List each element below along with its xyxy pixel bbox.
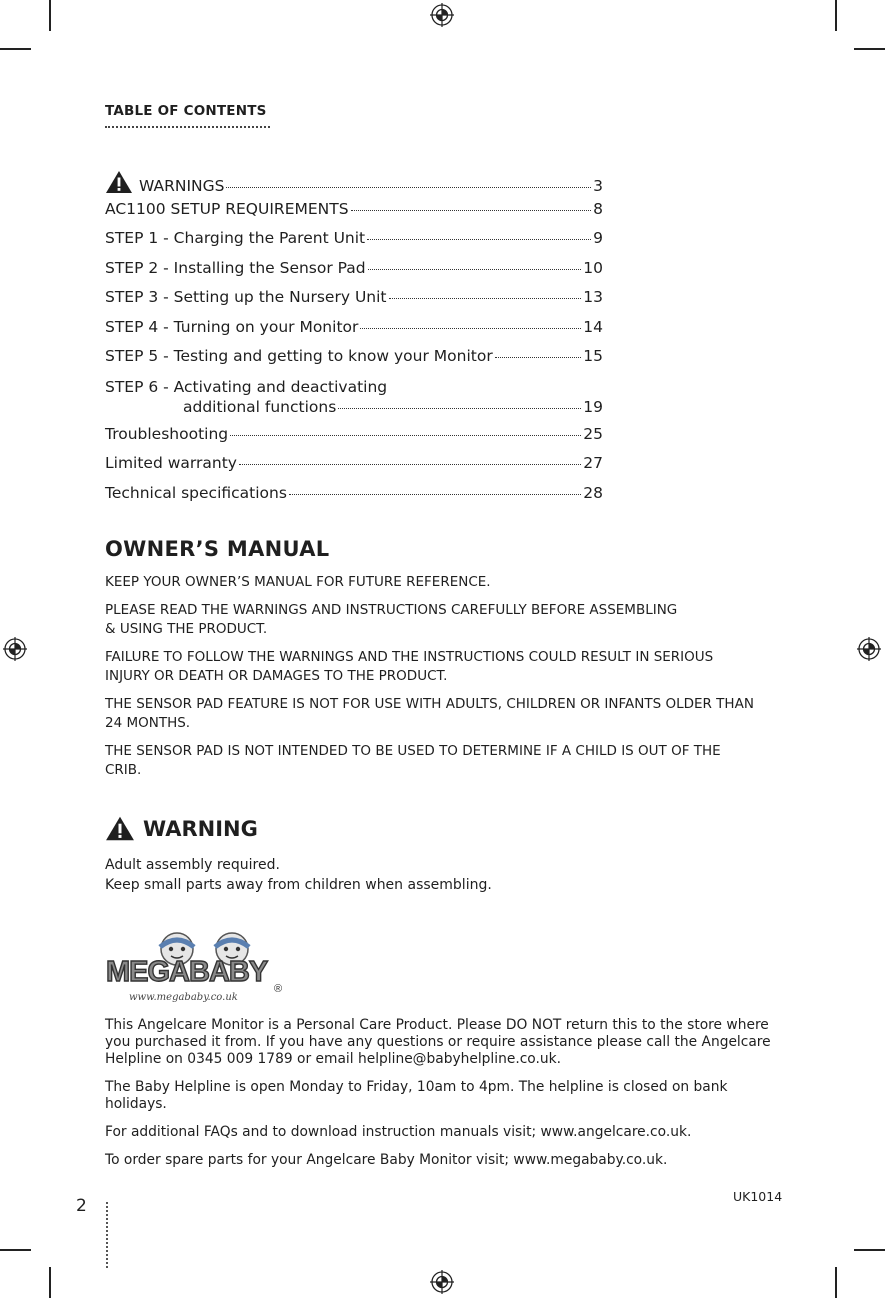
crop-mark bbox=[835, 1267, 837, 1298]
toc-entry[interactable] bbox=[105, 454, 603, 484]
page-number: 2 bbox=[76, 1196, 87, 1216]
toc-entry-page: 9 bbox=[593, 229, 603, 247]
crop-mark bbox=[835, 0, 837, 31]
megababy-logo bbox=[104, 927, 286, 1003]
toc-entry-page: 3 bbox=[593, 177, 603, 195]
toc-leader-dots bbox=[368, 269, 582, 270]
toc-leader-dots bbox=[226, 187, 591, 188]
owners-manual-paragraph: THE SENSOR PAD IS NOT INTENDED TO BE USED TO DETERMINE IF A CHILD IS OUT OF THE CRIB. bbox=[105, 743, 721, 778]
toc-entry-page: 10 bbox=[583, 258, 603, 277]
crop-mark bbox=[0, 48, 31, 50]
info-paragraph: The Baby Helpline is open Monday to Friday, 10am to 4pm. The helpline is closed on bank holidays. bbox=[105, 1079, 728, 1112]
toc-leader-dots bbox=[367, 239, 591, 240]
toc-entry-page: 25 bbox=[583, 424, 603, 443]
info-paragraph: This Angelcare Monitor is a Personal Care Product. Please DO NOT return this to the store where you purchased it from. If you have any questions or require assistance please call the Angelcare Helpline on 0345 009 1789 or email helpline@babyhelpline.co.uk. bbox=[105, 1017, 771, 1067]
toc-entry-label: STEP 3 - Setting up the Nursery Unit bbox=[105, 288, 387, 306]
table-of-contents bbox=[105, 170, 603, 513]
toc-entry[interactable] bbox=[105, 229, 603, 259]
toc-entry-page: 28 bbox=[583, 483, 603, 502]
toc-entry-label: Troubleshooting bbox=[105, 424, 229, 443]
toc-entry-page: 19 bbox=[583, 397, 603, 416]
owners-manual-paragraph: FAILURE TO FOLLOW THE WARNINGS AND THE INSTRUCTIONS COULD RESULT IN SERIOUS INJURY OR DEATH OR DAMAGES TO THE PRODUCT. bbox=[105, 649, 714, 684]
toc-entry[interactable] bbox=[105, 259, 603, 289]
toc-entry-page: 13 bbox=[583, 288, 603, 306]
logo-wordmark: MEGABABY bbox=[106, 956, 268, 988]
registration-mark-icon bbox=[430, 1270, 454, 1294]
toc-leader-dots bbox=[360, 328, 581, 329]
registration-mark-icon bbox=[857, 637, 881, 661]
toc-entry[interactable] bbox=[105, 200, 603, 230]
toc-heading-underline bbox=[105, 126, 270, 128]
toc-entry-label: STEP 1 - Charging the Parent Unit bbox=[105, 229, 366, 247]
toc-entry-label: Limited warranty bbox=[105, 454, 237, 472]
toc-leader-dots bbox=[289, 494, 581, 495]
logo-url: www.megababy.co.uk bbox=[129, 992, 238, 1003]
toc-entry-label: STEP 2 - Installing the Sensor Pad bbox=[105, 258, 366, 277]
crop-mark bbox=[0, 1249, 31, 1251]
info-paragraph: For additional FAQs and to download instruction manuals visit; www.angelcare.co.uk. bbox=[105, 1124, 692, 1140]
toc-leader-dots bbox=[239, 464, 581, 465]
toc-entry[interactable] bbox=[105, 484, 603, 514]
toc-entry[interactable] bbox=[105, 318, 603, 348]
toc-entry-label: WARNINGS bbox=[139, 177, 225, 195]
toc-entry[interactable] bbox=[105, 347, 603, 377]
logo-registered-mark: ® bbox=[274, 983, 283, 995]
toc-entry-label: STEP 6 - Activating and deactivating bbox=[105, 377, 388, 396]
owners-manual-paragraph: THE SENSOR PAD FEATURE IS NOT FOR USE WITH ADULTS, CHILDREN OR INFANTS OLDER THAN 24 MONTHS. bbox=[105, 696, 754, 731]
toc-entry-page: 14 bbox=[583, 317, 603, 336]
toc-entry-warnings[interactable] bbox=[105, 170, 603, 200]
owners-manual-paragraph: PLEASE READ THE WARNINGS AND INSTRUCTIONS CAREFULLY BEFORE ASSEMBLING & USING THE PRODUCT. bbox=[105, 602, 678, 637]
toc-leader-dots bbox=[351, 210, 592, 211]
toc-entry-label: Technical specifications bbox=[105, 483, 287, 502]
warning-title: WARNING bbox=[143, 816, 258, 841]
helpline-info bbox=[105, 1017, 790, 1180]
toc-entry-label: AC1100 SETUP REQUIREMENTS bbox=[105, 199, 349, 218]
warning-triangle-icon bbox=[105, 170, 133, 194]
toc-heading: TABLE OF CONTENTS bbox=[105, 103, 267, 119]
owners-manual-title: OWNER’S MANUAL bbox=[105, 537, 330, 561]
toc-entry-label: STEP 5 - Testing and getting to know your Monitor bbox=[105, 347, 493, 365]
toc-entry-page: 27 bbox=[583, 454, 603, 472]
registration-mark-icon bbox=[430, 3, 454, 27]
warning-triangle-icon bbox=[105, 815, 135, 842]
warning-line: Adult assembly required. bbox=[105, 857, 280, 873]
toc-entry[interactable] bbox=[105, 425, 603, 455]
crop-mark bbox=[49, 0, 51, 31]
owners-manual-paragraph: KEEP YOUR OWNER’S MANUAL FOR FUTURE REFERENCE. bbox=[105, 574, 491, 590]
owners-manual-body bbox=[105, 573, 765, 789]
toc-entry-label: STEP 4 - Turning on your Monitor bbox=[105, 317, 359, 336]
registration-mark-icon bbox=[3, 637, 27, 661]
warning-body bbox=[105, 855, 492, 895]
toc-entry[interactable] bbox=[105, 288, 603, 318]
page-number-divider bbox=[106, 1202, 108, 1268]
toc-entry-page: 8 bbox=[593, 199, 603, 218]
crop-mark bbox=[49, 1267, 51, 1298]
toc-leader-dots bbox=[495, 357, 582, 358]
toc-leader-dots bbox=[338, 408, 581, 409]
info-paragraph: To order spare parts for your Angelcare Baby Monitor visit; www.megababy.co.uk. bbox=[105, 1152, 668, 1168]
toc-entry-page: 15 bbox=[583, 347, 603, 365]
toc-leader-dots bbox=[230, 435, 581, 436]
warning-heading bbox=[105, 815, 258, 842]
toc-entry[interactable] bbox=[105, 377, 603, 417]
toc-leader-dots bbox=[389, 298, 582, 299]
crop-mark bbox=[854, 1249, 885, 1251]
warning-line: Keep small parts away from children when assembling. bbox=[105, 877, 492, 893]
crop-mark bbox=[854, 48, 885, 50]
toc-entry-label-continued: additional functions bbox=[183, 397, 337, 416]
document-code: UK1014 bbox=[733, 1189, 783, 1204]
